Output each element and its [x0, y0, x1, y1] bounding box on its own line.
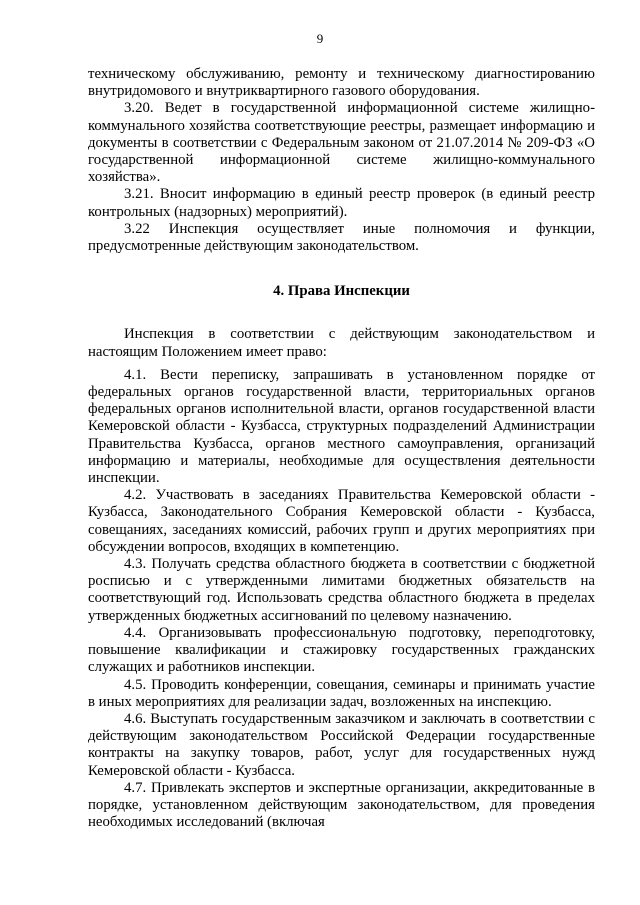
section-title: 4. Права Инспекции	[273, 283, 410, 300]
paragraph-3-20: 3.20. Ведет в государственной информационной системе жилищно-коммунального хозяйства соответствующие реестры, размещает информацию и документы в соответствии с Федеральным законом от 21.07.2014 № 209-ФЗ «О государственной информационной системе жилищно-коммунального хозяйства».	[88, 100, 595, 186]
paragraph-4-1: 4.1. Вести переписку, запрашивать в установленном порядке от федеральных органов государственной власти, территориальных органов федеральных органов исполнительной власти, органов государственной власти Кемеровской области - Кузбасса, структурных подразделений Администрации Правительства Кузбасса, органов местного самоуправления, организаций информацию и материалы, необходимые для осуществления деятельности инспекции.	[88, 366, 595, 487]
paragraph-4-7: 4.7. Привлекать экспертов и экспертные организации, аккредитованные в порядке, установленном действующим законодательством, для проведения необходимых исследований (включая	[88, 779, 595, 831]
paragraph-4-4: 4.4. Организовывать профессиональную подготовку, переподготовку, повышение квалификации и стажировку государственных гражданских служащих и работников инспекции.	[88, 624, 595, 676]
paragraph-4-3: 4.3. Получать средства областного бюджета в соответствии с бюджетной росписью и с утвержденными лимитами бюджетных обязательств на соответствующий год. Использовать средства областного бюджета в пределах утвержденных бюджетных ассигнований по целевому назначению.	[88, 556, 595, 624]
paragraph-4-2: 4.2. Участвовать в заседаниях Правительства Кемеровской области - Кузбасса, Законодательного Собрания Кемеровской области - Кузбасса, совещаниях, заседаниях комиссий, рабочих групп и других мероприятиях при обсуждении вопросов, входящих в компетенцию.	[88, 487, 595, 555]
page-number: 9	[316, 31, 324, 46]
document-body	[88, 66, 595, 831]
paragraph-intro: Инспекция в соответствии с действующим законодательством и настоящим Положением имеет право:	[88, 326, 595, 360]
paragraph-continuation: техническому обслуживанию, ремонту и техническому диагностированию внутридомового и внутриквартирного газового оборудования.	[88, 66, 595, 100]
paragraph-4-6: 4.6. Выступать государственным заказчиком и заключать в соответствии с действующим законодательством Российской Федерации государственные контракты на закупку товаров, работ, услуг для государственных нужд Кемеровской области - Кузбасса.	[88, 710, 595, 779]
paragraph-4-5: 4.5. Проводить конференции, совещания, семинары и принимать участие в иных мероприятиях для реализации задач, возложенных на инспекцию.	[88, 676, 595, 710]
paragraph-3-21: 3.21. Вносит информацию в единый реестр проверок (в единый реестр контрольных (надзорных) мероприятий).	[88, 186, 595, 220]
paragraph-3-22: 3.22 Инспекция осуществляет иные полномочия и функции, предусмотренные действующим законодательством.	[88, 220, 595, 255]
